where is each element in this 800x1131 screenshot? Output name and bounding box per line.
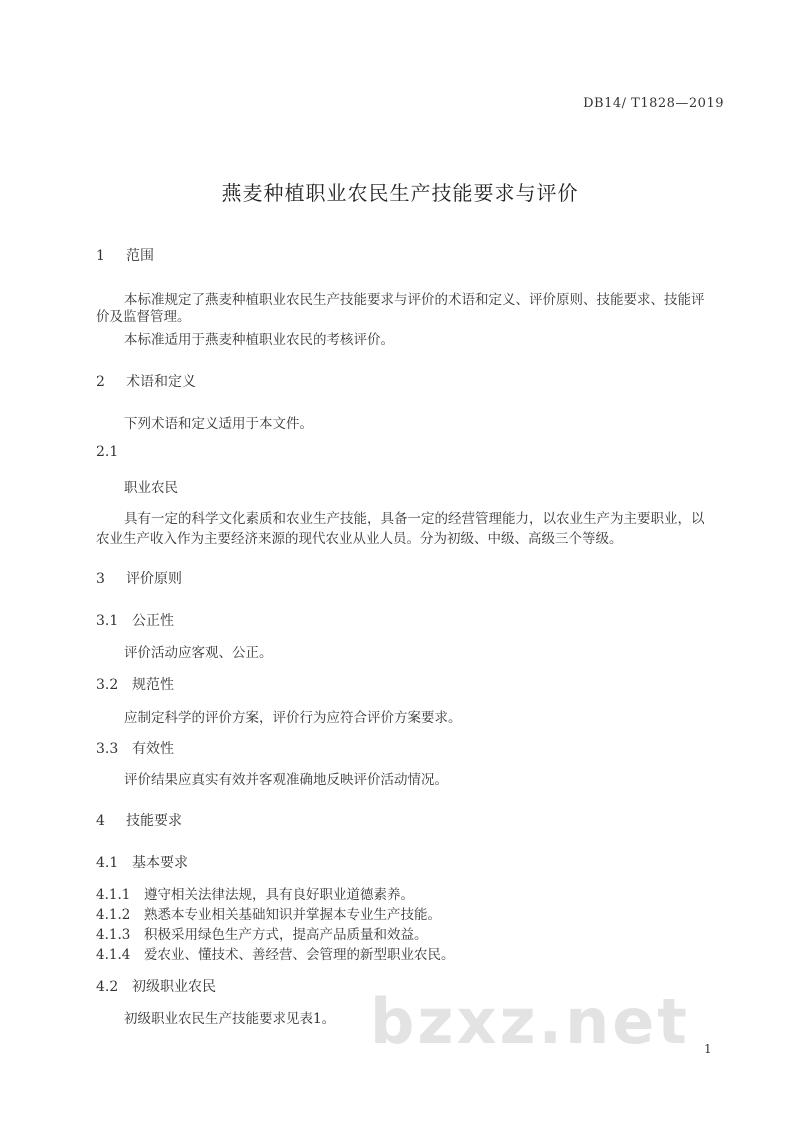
section-title: 范围: [126, 248, 154, 264]
document-title: 燕麦种植职业农民生产技能要求与评价: [221, 181, 579, 205]
term-definition-line-1: 具有一定的科学文化素质和农业生产技能，具备一定的经营管理能力，以农业生产为主要职业，以: [124, 511, 705, 527]
section-title: 术语和定义: [126, 374, 196, 390]
item-number: 4.1.3: [96, 927, 131, 943]
requirement-item: [96, 903, 441, 923]
subsection-title: 有效性: [132, 741, 174, 757]
subsection-4-2-heading: [96, 976, 216, 996]
section-number: 4: [96, 813, 105, 829]
scope-paragraph-line-2: 价及监督管理。: [96, 309, 191, 325]
term-definition-line-2: 农业生产收入作为主要经济来源的现代农业从业人员。分为初级、中级、高级三个等级。: [96, 531, 623, 547]
requirement-item: [96, 943, 455, 963]
document-code: DB14/ T1828—2019: [583, 96, 724, 111]
subsection-title: 规范性: [132, 677, 174, 693]
subsection-number: 3.2: [96, 677, 119, 693]
subsection-number: 3.3: [96, 741, 119, 757]
requirement-item: [96, 923, 428, 943]
section-3-heading: [96, 568, 182, 588]
subsection-3-1-text: 评价活动应客观、公正。: [124, 645, 273, 661]
item-text: 遵守相关法律法规，具有良好职业道德素养。: [144, 887, 414, 903]
subsection-3-3-text: 评价结果应真实有效并客观准确地反映评价活动情况。: [124, 772, 448, 788]
subsection-3-1-heading: [96, 610, 174, 630]
term-name: 职业农民: [124, 480, 178, 496]
terms-intro: 下列术语和定义适用于本文件。: [124, 416, 313, 432]
section-number: 2: [96, 374, 105, 390]
subsection-3-3-heading: [96, 738, 174, 758]
item-number: 4.1.1: [96, 887, 131, 903]
item-text: 爱农业、懂技术、善经营、会管理的新型职业农民。: [144, 947, 455, 963]
section-title: 技能要求: [126, 813, 182, 829]
subsection-4-2-text: 初级职业农民生产技能要求见表1。: [124, 1011, 336, 1027]
subsection-title: 基本要求: [132, 855, 188, 871]
section-number: 3: [96, 571, 105, 587]
subsection-3-2-heading: [96, 674, 174, 694]
item-text: 积极采用绿色生产方式，提高产品质量和效益。: [144, 927, 428, 943]
subsection-number: 3.1: [96, 613, 119, 629]
subsection-number: 4.2: [96, 979, 119, 995]
item-number: 4.1.4: [96, 947, 131, 963]
page-number: 1: [704, 1042, 712, 1056]
requirement-item: [96, 883, 414, 903]
section-title: 评价原则: [126, 571, 182, 587]
scope-paragraph-2: 本标准适用于燕麦种植职业农民的考核评价。: [124, 332, 394, 348]
section-number: 1: [96, 248, 105, 264]
subsection-title: 公正性: [132, 613, 174, 629]
watermark: bzxz.net: [370, 985, 690, 1058]
section-1-heading: [96, 245, 154, 265]
subsection-number: 4.1: [96, 855, 119, 871]
term-number: 2.1: [96, 444, 119, 460]
item-number: 4.1.2: [96, 907, 131, 923]
subsection-3-2-text: 应制定科学的评价方案，评价行为应符合评价方案要求。: [124, 710, 462, 726]
subsection-title: 初级职业农民: [132, 979, 216, 995]
scope-paragraph-line-1: 本标准规定了燕麦种植职业农民生产技能要求与评价的术语和定义、评价原则、技能要求、技能评: [124, 292, 705, 308]
section-2-heading: [96, 371, 196, 391]
section-4-heading: [96, 810, 182, 830]
item-text: 熟悉本专业相关基础知识并掌握本专业生产技能。: [144, 907, 441, 923]
subsection-4-1-heading: [96, 852, 188, 872]
